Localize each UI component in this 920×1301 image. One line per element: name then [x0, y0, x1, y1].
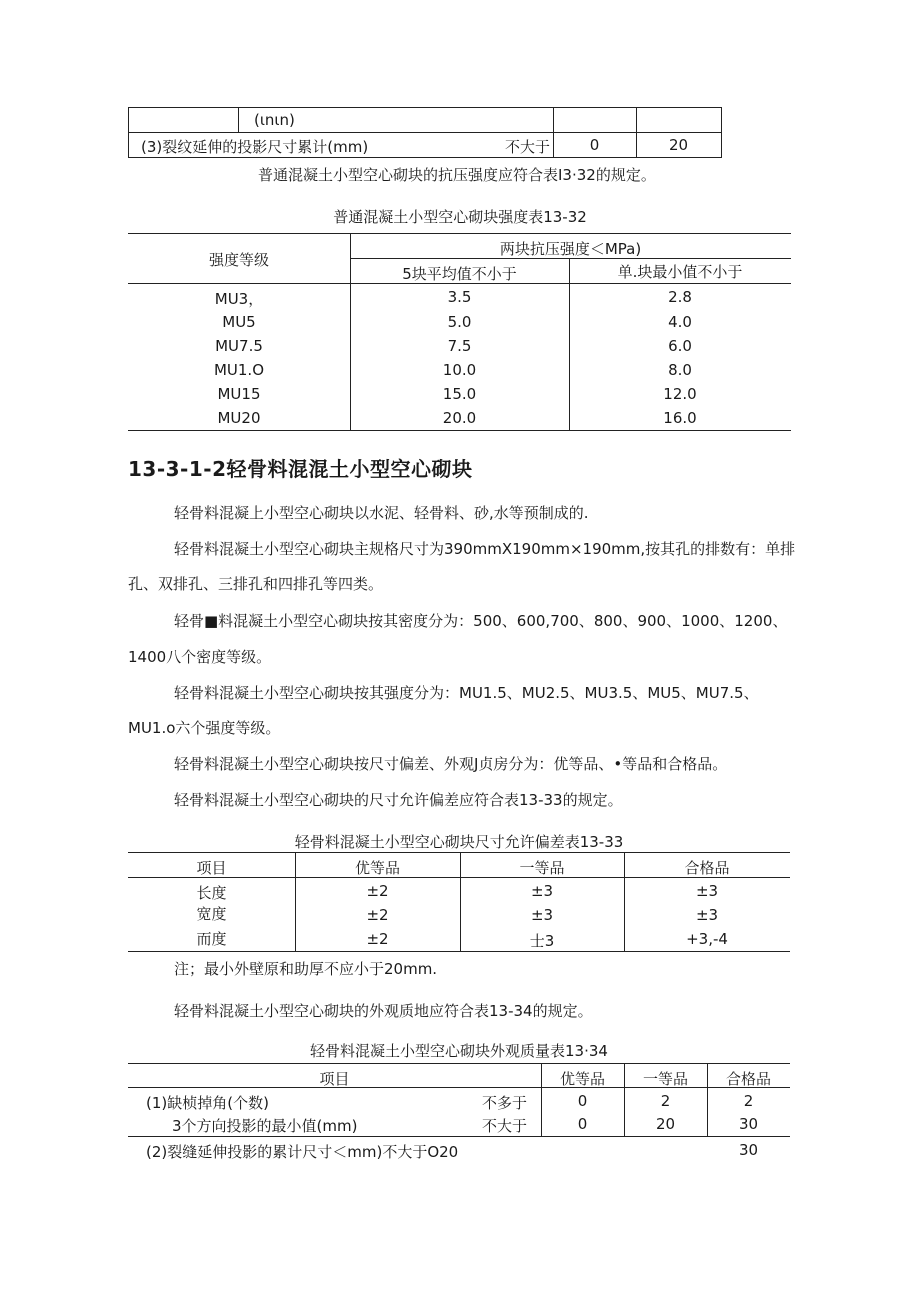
value-cell: ±3: [530, 906, 554, 924]
avg-cell: 15.0: [442, 385, 477, 403]
paragraph: 轻骨料混凝土小型空心砌块的外观质地应符合表13-34的规定。: [174, 1002, 593, 1020]
column-header: 项目: [319, 1070, 350, 1088]
section-heading: 13-3-1-2轻骨料混混土小型空心砌块: [128, 457, 473, 481]
value-cell: +3,-4: [686, 930, 728, 948]
avg-cell: 3.5: [447, 288, 472, 306]
value-cell: 30: [738, 1115, 759, 1133]
condition-cell: 不大于: [482, 1117, 528, 1135]
condition-cell: 不多于: [482, 1094, 528, 1112]
value-cell: ±2: [366, 930, 389, 948]
column-header: 5块平均值不小于: [402, 265, 517, 283]
avg-cell: 10.0: [442, 361, 477, 379]
value-cell: 士3: [529, 932, 555, 950]
crack-item: (3)裂纹延伸的投影尺寸累计(mm): [141, 138, 369, 156]
value-cell: ±3: [695, 906, 719, 924]
value-cell: 2: [660, 1092, 671, 1110]
grade-cell: MU20: [217, 409, 261, 427]
column-header: 项目: [196, 859, 227, 877]
paragraph-continued: 1400八个密度等级。: [128, 648, 272, 666]
column-header: 合格品: [725, 1070, 771, 1088]
table-note: 注；最小外壁原和助厚不应小于20mm.: [174, 960, 438, 978]
grade-cell: MU1.O: [213, 361, 265, 379]
value-cell: 30: [738, 1141, 759, 1159]
table-caption: 轻骨料混凝土小型空心砌块外观质量表13·34: [310, 1042, 608, 1060]
grade-cell: MU5: [222, 313, 256, 331]
column-header: 单.块最小值不小于: [617, 263, 743, 281]
value-cell: ±3: [695, 882, 719, 900]
avg-cell: 5.0: [447, 313, 472, 331]
table-caption: 普通混凝土小型空心砌块强度表13-32: [333, 208, 587, 226]
column-header: 优等品: [354, 859, 400, 877]
min-cell: 2.8: [668, 288, 692, 306]
unit-label: (ιnιn): [254, 111, 295, 129]
condition-label: 不大于: [505, 138, 551, 156]
avg-cell: 20.0: [442, 409, 477, 427]
paragraph: 轻骨■料混凝土小型空心砌块按其密度分为：500、600,700、800、900、1000、1200、: [174, 612, 788, 630]
value-cell: ±3: [530, 882, 554, 900]
intro-line: 普通混凝土小型空心砌块的抗压强度应符合表I3·32的规定。: [258, 166, 656, 184]
item-cell: (1)缺桢掉角(个数): [146, 1094, 269, 1112]
grade-cell: MU7.5: [215, 337, 263, 355]
column-header: 优等品: [559, 1070, 605, 1088]
paragraph: 轻骨料混凝土小型空心砌块按尺寸偏差、外观J贞房分为：优等品、•等品和合格品。: [174, 755, 728, 773]
grade-cell: MU3，: [214, 290, 264, 308]
value-cell: 20: [668, 136, 689, 154]
min-cell: 12.0: [663, 385, 697, 403]
paragraph-continued: MU1.o六个强度等级。: [128, 719, 281, 737]
table-caption: 轻骨料混凝土小型空心砌块尺寸允许偏差表13-33: [294, 833, 624, 851]
min-cell: 6.0: [668, 337, 692, 355]
item-cell: 3个方向投影的最小值(mm): [172, 1117, 358, 1135]
item-cell: 长度: [196, 884, 227, 902]
value-cell: 0: [577, 1115, 588, 1133]
item-cell: (2)裂缝延伸投影的累计尺寸＜mm)不大于O20: [146, 1143, 459, 1161]
value-cell: ±2: [366, 906, 389, 924]
value-cell: 0: [577, 1092, 588, 1110]
avg-cell: 7.5: [447, 337, 472, 355]
paragraph: 轻骨料混凝土小型空心砌块主规格尺寸为390mmX190mm×190mm,按其孔的排数有：单排: [174, 540, 796, 558]
paragraph: 轻骨料混凝土小型空心砌块的尺寸允许偏差应符合表13-33的规定。: [174, 791, 623, 809]
column-header: 两块抗压强度＜MPa): [499, 240, 642, 258]
item-cell: 而度: [196, 930, 227, 948]
column-header: 一等品: [519, 859, 565, 877]
min-cell: 16.0: [663, 409, 697, 427]
grade-cell: MU15: [217, 385, 261, 403]
paragraph: 轻骨料混凝上小型空心砌块以水泥、轻骨料、砂,水等预制成的.: [174, 504, 589, 522]
value-cell: 0: [589, 136, 600, 154]
column-header: 强度等级: [208, 251, 269, 269]
item-cell: 宽度: [196, 905, 227, 923]
paragraph-continued: 孔、双排孔、三排孔和四排孔等四类。: [128, 575, 384, 593]
value-cell: 20: [655, 1115, 676, 1133]
column-header: 合格品: [684, 859, 730, 877]
column-header: 一等品: [642, 1070, 688, 1088]
paragraph: 轻骨料混凝土小型空心砌块按其强度分为：MU1.5、MU2.5、MU3.5、MU5、MU7.5、: [174, 684, 759, 702]
value-cell: 2: [743, 1092, 754, 1110]
min-cell: 8.0: [668, 361, 692, 379]
min-cell: 4.0: [668, 313, 692, 331]
value-cell: ±2: [366, 882, 389, 900]
